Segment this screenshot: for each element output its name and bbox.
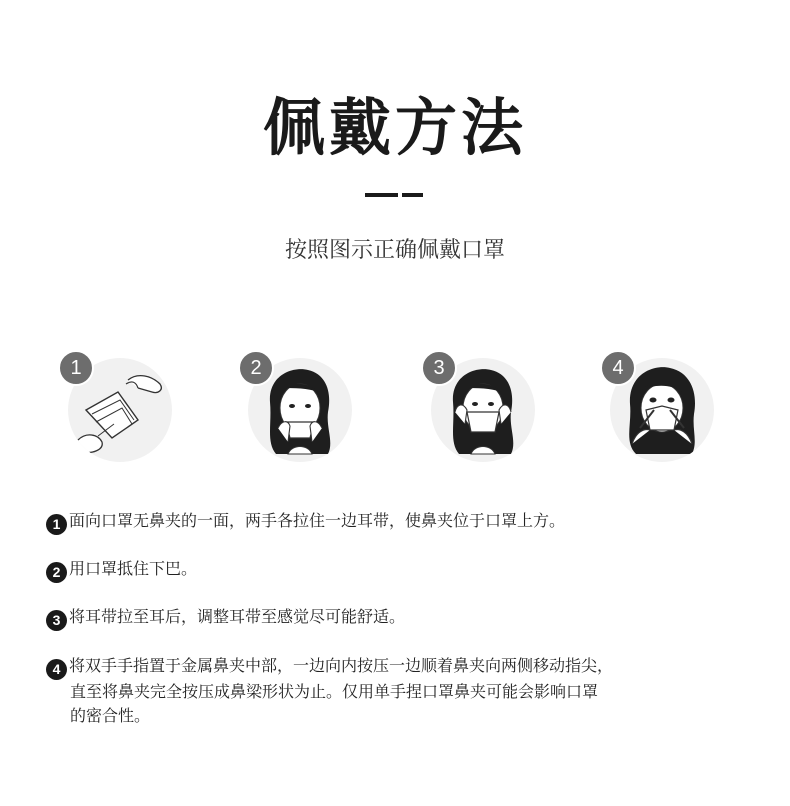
instruction-4-line-3: 的密合性。 (70, 706, 151, 725)
instruction-2 (46, 557, 766, 583)
step-4-badge: 4 (600, 350, 636, 386)
instruction-3-number: 3 (46, 610, 67, 631)
instruction-4-line-2: 直至将鼻夹完全按压成鼻梁形状为止。仅用单手捏口罩鼻夹可能会影响口罩 (70, 682, 599, 701)
instruction-1-text: 面向口罩无鼻夹的一面，两手各拉住一边耳带，使鼻夹位于口罩上方。 (69, 511, 566, 530)
page-subtitle: 按照图示正确佩戴口罩 (284, 238, 505, 263)
title-divider-short (402, 193, 423, 197)
title-divider-long (365, 193, 398, 197)
instruction-2-line (46, 557, 766, 583)
instruction-3-text: 将耳带拉至耳后，调整耳带至感觉尽可能舒适。 (69, 607, 406, 626)
instruction-3-line (46, 605, 766, 631)
step-2-illustration (238, 350, 358, 470)
step-3-illustration (421, 350, 541, 470)
instruction-4-number: 4 (46, 659, 67, 680)
step-1-illustration (58, 350, 178, 470)
instruction-1 (46, 509, 766, 535)
step-1-badge: 1 (58, 350, 94, 386)
instruction-1-line (46, 509, 766, 535)
instruction-2-text: 用口罩抵住下巴。 (69, 559, 198, 578)
page-title: 佩戴方法 (262, 91, 527, 164)
instruction-2-number: 2 (46, 562, 67, 583)
instruction-1-number: 1 (46, 514, 67, 535)
step-4-illustration (600, 350, 720, 470)
step-2-badge: 2 (238, 350, 274, 386)
instruction-3 (46, 605, 766, 631)
instruction-4-text-1: 将双手手指置于金属鼻夹中部，一边向内按压一边顺着鼻夹向两侧移动指尖， (69, 656, 614, 675)
instruction-4 (46, 654, 766, 728)
step-3-badge: 3 (421, 350, 457, 386)
instruction-4-line-1 (46, 654, 766, 680)
